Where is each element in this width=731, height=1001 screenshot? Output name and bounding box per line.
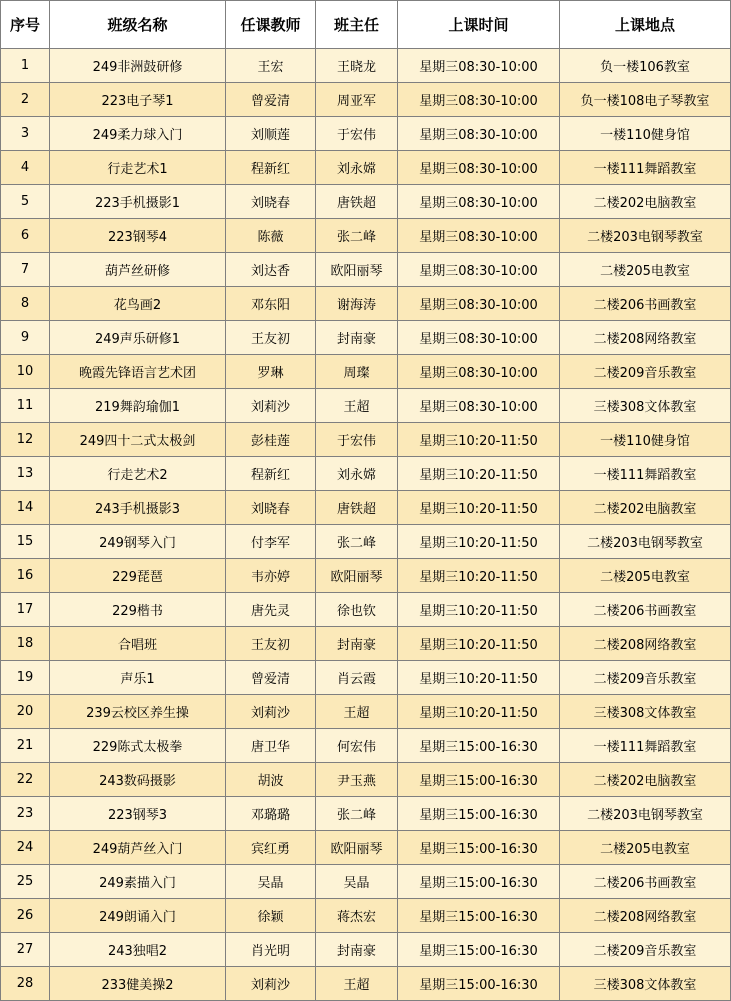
table-row: [1, 151, 731, 185]
cell-head-teacher: 王超: [316, 695, 398, 729]
cell-location: 二楼203电钢琴教室: [560, 525, 731, 559]
cell-index: 22: [1, 763, 50, 797]
cell-index: 6: [1, 219, 50, 253]
cell-teacher: 刘晓春: [226, 491, 316, 525]
cell-class-time: 星期三10:20-11:50: [398, 593, 560, 627]
cell-index: 21: [1, 729, 50, 763]
cell-index: 1: [1, 49, 50, 83]
table-row: [1, 763, 731, 797]
cell-teacher: 韦亦婷: [226, 559, 316, 593]
cell-head-teacher: 王超: [316, 389, 398, 423]
cell-class-name: 229楷书: [50, 593, 226, 627]
cell-class-name: 223钢琴4: [50, 219, 226, 253]
cell-location: 负一楼106教室: [560, 49, 731, 83]
cell-head-teacher: 谢海涛: [316, 287, 398, 321]
table-row: [1, 253, 731, 287]
cell-teacher: 曾爱清: [226, 661, 316, 695]
cell-head-teacher: 何宏伟: [316, 729, 398, 763]
cell-class-name: 223钢琴3: [50, 797, 226, 831]
cell-class-time: 星期三08:30-10:00: [398, 287, 560, 321]
table-row: [1, 627, 731, 661]
cell-location: 二楼208网络教室: [560, 627, 731, 661]
table-header: [1, 1, 731, 49]
cell-class-time: 星期三15:00-16:30: [398, 831, 560, 865]
table-row: [1, 865, 731, 899]
cell-teacher: 王宏: [226, 49, 316, 83]
table-row: [1, 933, 731, 967]
cell-teacher: 刘莉沙: [226, 695, 316, 729]
cell-head-teacher: 王超: [316, 967, 398, 1001]
cell-teacher: 唐先灵: [226, 593, 316, 627]
table-row: [1, 831, 731, 865]
cell-index: 19: [1, 661, 50, 695]
table-row: [1, 661, 731, 695]
cell-head-teacher: 唐铁超: [316, 491, 398, 525]
cell-teacher: 宾红勇: [226, 831, 316, 865]
cell-teacher: 刘莉沙: [226, 389, 316, 423]
cell-location: 二楼202电脑教室: [560, 491, 731, 525]
cell-class-name: 声乐1: [50, 661, 226, 695]
cell-class-name: 249声乐研修1: [50, 321, 226, 355]
cell-class-time: 星期三08:30-10:00: [398, 355, 560, 389]
cell-location: 二楼209音乐教室: [560, 661, 731, 695]
header-location: 上课地点: [560, 1, 731, 49]
table-row: [1, 967, 731, 1001]
cell-index: 18: [1, 627, 50, 661]
table-row: [1, 185, 731, 219]
cell-head-teacher: 肖云霞: [316, 661, 398, 695]
cell-class-time: 星期三08:30-10:00: [398, 83, 560, 117]
cell-index: 9: [1, 321, 50, 355]
cell-teacher: 吴晶: [226, 865, 316, 899]
cell-class-name: 249朗诵入门: [50, 899, 226, 933]
cell-class-time: 星期三15:00-16:30: [398, 899, 560, 933]
header-head-teacher: 班主任: [316, 1, 398, 49]
cell-class-time: 星期三10:20-11:50: [398, 695, 560, 729]
cell-class-name: 233健美操2: [50, 967, 226, 1001]
table-row: [1, 491, 731, 525]
cell-head-teacher: 欧阳丽琴: [316, 831, 398, 865]
cell-head-teacher: 张二峰: [316, 797, 398, 831]
cell-class-name: 223手机摄影1: [50, 185, 226, 219]
cell-index: 23: [1, 797, 50, 831]
cell-class-time: 星期三10:20-11:50: [398, 525, 560, 559]
cell-class-time: 星期三15:00-16:30: [398, 763, 560, 797]
table-row: [1, 83, 731, 117]
cell-teacher: 彭桂莲: [226, 423, 316, 457]
table-row: [1, 695, 731, 729]
cell-index: 3: [1, 117, 50, 151]
cell-location: 一楼111舞蹈教室: [560, 457, 731, 491]
cell-teacher: 刘达香: [226, 253, 316, 287]
cell-class-name: 葫芦丝研修: [50, 253, 226, 287]
cell-class-time: 星期三15:00-16:30: [398, 967, 560, 1001]
cell-index: 16: [1, 559, 50, 593]
cell-head-teacher: 唐铁超: [316, 185, 398, 219]
cell-teacher: 刘顺莲: [226, 117, 316, 151]
cell-head-teacher: 封南豪: [316, 933, 398, 967]
cell-class-name: 223电子琴1: [50, 83, 226, 117]
cell-class-name: 239云校区养生操: [50, 695, 226, 729]
cell-location: 二楼202电脑教室: [560, 185, 731, 219]
cell-head-teacher: 刘永嫦: [316, 457, 398, 491]
cell-location: 二楼209音乐教室: [560, 933, 731, 967]
cell-teacher: 罗琳: [226, 355, 316, 389]
cell-head-teacher: 王晓龙: [316, 49, 398, 83]
cell-class-name: 晚霞先锋语言艺术团: [50, 355, 226, 389]
cell-class-name: 花鸟画2: [50, 287, 226, 321]
cell-head-teacher: 蒋杰宏: [316, 899, 398, 933]
cell-class-name: 249柔力球入门: [50, 117, 226, 151]
cell-location: 三楼308文体教室: [560, 389, 731, 423]
cell-class-time: 星期三15:00-16:30: [398, 797, 560, 831]
cell-teacher: 唐卫华: [226, 729, 316, 763]
cell-head-teacher: 周亚军: [316, 83, 398, 117]
cell-location: 二楼205电教室: [560, 559, 731, 593]
cell-teacher: 程新红: [226, 457, 316, 491]
cell-location: 二楼206书画教室: [560, 287, 731, 321]
cell-class-time: 星期三08:30-10:00: [398, 389, 560, 423]
cell-teacher: 邓东阳: [226, 287, 316, 321]
cell-class-time: 星期三10:20-11:50: [398, 627, 560, 661]
cell-class-name: 行走艺术1: [50, 151, 226, 185]
cell-class-name: 249非洲鼓研修: [50, 49, 226, 83]
header-teacher: 任课教师: [226, 1, 316, 49]
header-class-name: 班级名称: [50, 1, 226, 49]
cell-teacher: 刘莉沙: [226, 967, 316, 1001]
cell-head-teacher: 欧阳丽琴: [316, 559, 398, 593]
cell-class-time: 星期三08:30-10:00: [398, 253, 560, 287]
cell-head-teacher: 吴晶: [316, 865, 398, 899]
cell-location: 二楼203电钢琴教室: [560, 797, 731, 831]
cell-teacher: 徐颖: [226, 899, 316, 933]
cell-location: 二楼206书画教室: [560, 593, 731, 627]
cell-teacher: 胡波: [226, 763, 316, 797]
cell-head-teacher: 欧阳丽琴: [316, 253, 398, 287]
cell-class-name: 249葫芦丝入门: [50, 831, 226, 865]
cell-location: 三楼308文体教室: [560, 967, 731, 1001]
cell-location: 三楼308文体教室: [560, 695, 731, 729]
cell-class-name: 229陈式太极拳: [50, 729, 226, 763]
cell-teacher: 程新红: [226, 151, 316, 185]
cell-head-teacher: 封南豪: [316, 627, 398, 661]
cell-teacher: 王友初: [226, 321, 316, 355]
cell-class-time: 星期三08:30-10:00: [398, 117, 560, 151]
table-row: [1, 287, 731, 321]
cell-location: 一楼111舞蹈教室: [560, 729, 731, 763]
cell-class-time: 星期三08:30-10:00: [398, 151, 560, 185]
table-row: [1, 355, 731, 389]
cell-class-name: 243数码摄影: [50, 763, 226, 797]
cell-location: 二楼205电教室: [560, 831, 731, 865]
cell-head-teacher: 张二峰: [316, 525, 398, 559]
cell-class-time: 星期三08:30-10:00: [398, 185, 560, 219]
cell-class-time: 星期三10:20-11:50: [398, 457, 560, 491]
cell-class-time: 星期三10:20-11:50: [398, 423, 560, 457]
table-row: [1, 525, 731, 559]
cell-class-time: 星期三10:20-11:50: [398, 661, 560, 695]
cell-index: 27: [1, 933, 50, 967]
cell-index: 20: [1, 695, 50, 729]
cell-head-teacher: 于宏伟: [316, 117, 398, 151]
table-row: [1, 389, 731, 423]
cell-teacher: 刘晓春: [226, 185, 316, 219]
cell-location: 二楼206书画教室: [560, 865, 731, 899]
cell-head-teacher: 刘永嫦: [316, 151, 398, 185]
cell-index: 15: [1, 525, 50, 559]
cell-class-time: 星期三08:30-10:00: [398, 49, 560, 83]
cell-index: 17: [1, 593, 50, 627]
header-index: 序号: [1, 1, 50, 49]
cell-head-teacher: 张二峰: [316, 219, 398, 253]
cell-teacher: 邓璐璐: [226, 797, 316, 831]
cell-class-name: 行走艺术2: [50, 457, 226, 491]
cell-location: 一楼110健身馆: [560, 117, 731, 151]
cell-class-name: 229琵琶: [50, 559, 226, 593]
cell-index: 28: [1, 967, 50, 1001]
cell-class-time: 星期三10:20-11:50: [398, 491, 560, 525]
cell-class-time: 星期三08:30-10:00: [398, 321, 560, 355]
cell-head-teacher: 尹玉燕: [316, 763, 398, 797]
cell-class-time: 星期三15:00-16:30: [398, 933, 560, 967]
table-row: [1, 729, 731, 763]
table-row: [1, 593, 731, 627]
cell-teacher: 付李军: [226, 525, 316, 559]
table-row: [1, 117, 731, 151]
cell-class-name: 249四十二式太极剑: [50, 423, 226, 457]
cell-index: 7: [1, 253, 50, 287]
cell-teacher: 陈薇: [226, 219, 316, 253]
table-row: [1, 899, 731, 933]
cell-index: 12: [1, 423, 50, 457]
table-row: [1, 321, 731, 355]
cell-class-name: 合唱班: [50, 627, 226, 661]
cell-class-time: 星期三15:00-16:30: [398, 729, 560, 763]
table-row: [1, 49, 731, 83]
cell-index: 11: [1, 389, 50, 423]
cell-class-name: 219舞韵瑜伽1: [50, 389, 226, 423]
cell-location: 二楼205电教室: [560, 253, 731, 287]
cell-location: 二楼208网络教室: [560, 899, 731, 933]
table-row: [1, 423, 731, 457]
table-body: [1, 49, 731, 1001]
table-row: [1, 219, 731, 253]
cell-class-name: 243独唱2: [50, 933, 226, 967]
cell-location: 二楼202电脑教室: [560, 763, 731, 797]
cell-index: 26: [1, 899, 50, 933]
cell-location: 二楼208网络教室: [560, 321, 731, 355]
cell-index: 24: [1, 831, 50, 865]
cell-head-teacher: 于宏伟: [316, 423, 398, 457]
cell-teacher: 肖光明: [226, 933, 316, 967]
header-row: [1, 1, 731, 49]
cell-head-teacher: 封南豪: [316, 321, 398, 355]
cell-head-teacher: 徐也钦: [316, 593, 398, 627]
cell-index: 25: [1, 865, 50, 899]
cell-class-name: 243手机摄影3: [50, 491, 226, 525]
cell-index: 4: [1, 151, 50, 185]
header-class-time: 上课时间: [398, 1, 560, 49]
cell-class-name: 249钢琴入门: [50, 525, 226, 559]
cell-class-time: 星期三10:20-11:50: [398, 559, 560, 593]
cell-index: 2: [1, 83, 50, 117]
cell-class-name: 249素描入门: [50, 865, 226, 899]
cell-index: 5: [1, 185, 50, 219]
cell-index: 8: [1, 287, 50, 321]
cell-class-time: 星期三15:00-16:30: [398, 865, 560, 899]
cell-index: 14: [1, 491, 50, 525]
cell-head-teacher: 周璨: [316, 355, 398, 389]
cell-location: 一楼110健身馆: [560, 423, 731, 457]
table-row: [1, 559, 731, 593]
table-row: [1, 797, 731, 831]
cell-index: 10: [1, 355, 50, 389]
cell-location: 二楼203电钢琴教室: [560, 219, 731, 253]
cell-teacher: 曾爱清: [226, 83, 316, 117]
cell-location: 负一楼108电子琴教室: [560, 83, 731, 117]
cell-teacher: 王友初: [226, 627, 316, 661]
table-row: [1, 457, 731, 491]
cell-location: 二楼209音乐教室: [560, 355, 731, 389]
cell-index: 13: [1, 457, 50, 491]
cell-location: 一楼111舞蹈教室: [560, 151, 731, 185]
cell-class-time: 星期三08:30-10:00: [398, 219, 560, 253]
